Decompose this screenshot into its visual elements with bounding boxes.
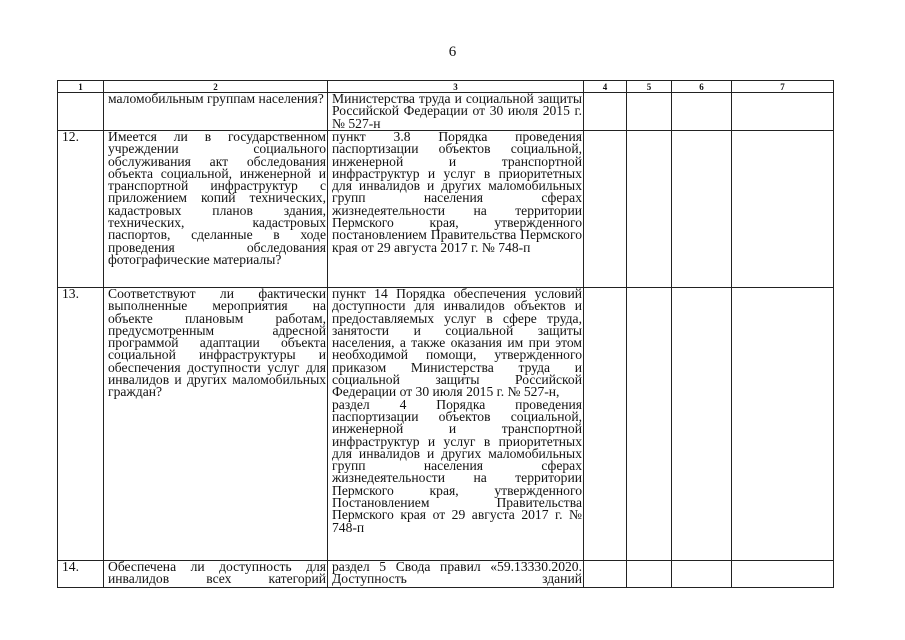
question-cell: маломобильным группам населения?	[104, 93, 328, 131]
answer-yes-cell[interactable]	[584, 561, 627, 588]
question-text: Обеспечена ли доступность для инвалидов всех категорий	[108, 561, 326, 587]
table-row	[58, 561, 834, 588]
column-header-5: 5	[627, 81, 672, 93]
page-number: 6	[448, 44, 457, 60]
legal-basis-cell: Министерства труда и социальной защиты Российской Федерации от 30 июля 2015 г. № 527-н	[328, 93, 584, 131]
column-header-2: 2	[104, 81, 328, 93]
note-cell[interactable]	[732, 561, 834, 588]
question-cell: Имеется ли в государственном учреждении социального обслуживания акт обследования объекта социальной, инженерной и транспортной инфраструктур с приложением копий технических, кадастровых планов здания, технических, кадастровых паспортов, сделанные в ходе проведения обследования фотографические материалы?	[104, 131, 328, 288]
answer-no-cell[interactable]	[627, 288, 672, 561]
answer-no-cell[interactable]	[627, 93, 672, 131]
column-header-7: 7	[732, 81, 834, 93]
answer-no-cell[interactable]	[627, 131, 672, 288]
table-row	[58, 93, 834, 131]
table-row	[58, 131, 834, 288]
answer-na-cell[interactable]	[672, 93, 732, 131]
answer-na-cell[interactable]	[672, 131, 732, 288]
question-cell: Соответствуют ли фактически выполненные мероприятия на объекте плановым работам, предусмотренным адресной программой адаптации объекта социальной инфраструктуры и обеспечения доступности услуг для инвалидов и других маломобильных граждан?	[104, 288, 328, 561]
legal-basis-paragraph: пункт 14 Порядка обеспечения условий доступности для инвалидов объектов и предоставляемых услуг в сфере труда, занятости и социальной защиты населения, а также оказания им при этом необходимой помощи, утвержденного приказом Министерства труда и социальной защиты Российской Федерации от 30 июля 2015 г. № 527-н,	[332, 286, 582, 400]
answer-yes-cell[interactable]	[584, 288, 627, 561]
row-number	[58, 93, 104, 131]
checklist-table	[57, 80, 834, 588]
legal-basis-text: раздел 5 Свода правил «59.13330.2020. Доступность зданий	[332, 561, 582, 587]
legal-basis-cell	[328, 561, 584, 588]
row-number: 13.	[58, 288, 104, 561]
answer-yes-cell[interactable]	[584, 93, 627, 131]
row-number: 12.	[58, 131, 104, 288]
legal-basis-cell	[328, 288, 584, 561]
table-row	[58, 288, 834, 561]
column-header-4: 4	[584, 81, 627, 93]
question-cell	[104, 561, 328, 588]
note-cell[interactable]	[732, 131, 834, 288]
legal-basis-paragraph: раздел 4 Порядка проведения паспортизации объектов социальной, инженерной и транспортной инфраструктур и услуг в приоритетных для инвалидов и других маломобильных групп населения сферах жизнедеятельности на территории Пермского края, утвержденного Постановлением Правительства Пермского края от 29 августа 2017 г. № 748-п	[332, 396, 582, 535]
answer-na-cell[interactable]	[672, 288, 732, 561]
answer-no-cell[interactable]	[627, 561, 672, 588]
note-cell[interactable]	[732, 288, 834, 561]
answer-yes-cell[interactable]	[584, 131, 627, 288]
row-number: 14.	[58, 561, 104, 588]
legal-basis-cell: пункт 3.8 Порядка проведения паспортизации объектов социальной, инженерной и транспортной инфраструктур и услуг в приоритетных для инвалидов и других маломобильных групп населения сферах жизнедеятельности на территории Пермского края, утвержденного постановлением Правительства Пермского края от 29 августа 2017 г. № 748-п	[328, 131, 584, 288]
answer-na-cell[interactable]	[672, 561, 732, 588]
column-header-6: 6	[672, 81, 732, 93]
note-cell[interactable]	[732, 93, 834, 131]
column-header-3: 3	[328, 81, 584, 93]
column-header-1: 1	[58, 81, 104, 93]
